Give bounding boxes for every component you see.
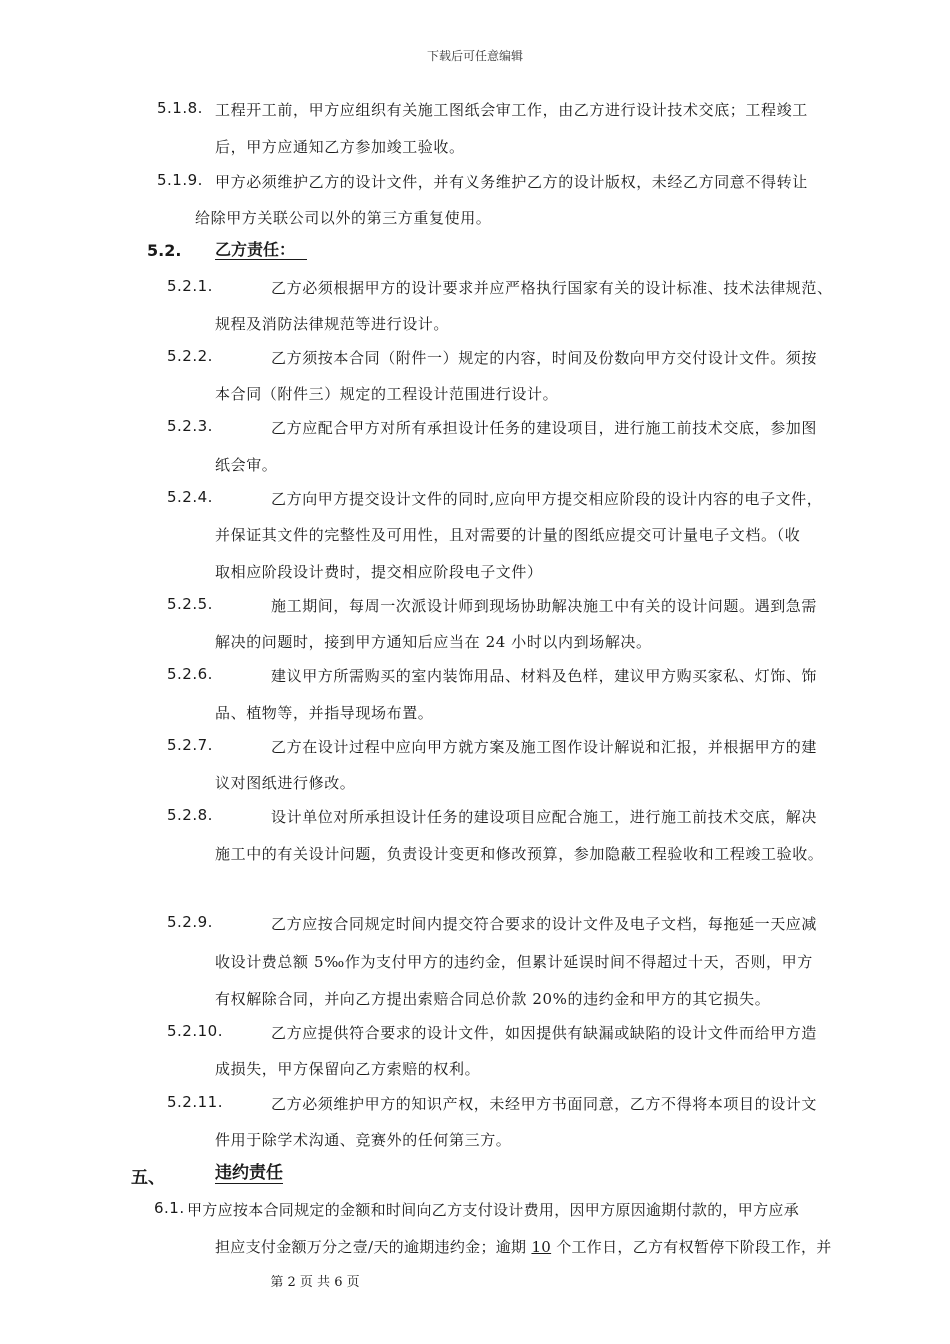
clause-number: 5.2.6. bbox=[167, 665, 213, 683]
section-number: 5.2. bbox=[147, 241, 182, 260]
clause-number: 5.2.10. bbox=[167, 1022, 223, 1040]
chapter-number: 五、 bbox=[131, 1168, 165, 1188]
clause-number: 5.2.8. bbox=[167, 806, 213, 824]
clause-text: 设计单位对所承担设计任务的建设项目应配合施工，进行施工前技术交底，解决 bbox=[271, 808, 818, 826]
clause-text-part: 担应支付金额万分之壹/天的逾期违约金；逾期 bbox=[215, 1238, 532, 1256]
clause-text: 乙方在设计过程中应向甲方就方案及施工图作设计解说和汇报，并根据甲方的建 bbox=[271, 738, 818, 756]
section-title: 乙方责任： bbox=[215, 241, 307, 260]
underlined-days: 10 bbox=[531, 1238, 552, 1256]
clause-text: 乙方必须维护甲方的知识产权，未经甲方书面同意，乙方不得将本项目的设计文 bbox=[271, 1095, 818, 1113]
clause-text-part: 个工作日，乙方有权暂停下阶段工作，并 bbox=[551, 1238, 832, 1256]
clause-text: 乙方向甲方提交设计文件的同时,应向甲方提交相应阶段的设计内容的电子文件， bbox=[271, 490, 823, 508]
clause-text: 乙方应配合甲方对所有承担设计任务的建设项目，进行施工前技术交底，参加图 bbox=[271, 419, 818, 437]
clause-text: 工程开工前，甲方应组织有关施工图纸会审工作，由乙方进行设计技术交底；工程竣工 bbox=[215, 101, 808, 119]
clause-text: 成损失，甲方保留向乙方索赔的权利。 bbox=[215, 1060, 481, 1078]
clause-text: 收设计费总额 5‰作为支付甲方的违约金，但累计延误时间不得超过十天，否则，甲方 bbox=[215, 953, 813, 971]
clause-number: 5.2.2. bbox=[167, 347, 213, 365]
clause-number: 5.1.9. bbox=[157, 171, 203, 189]
clause-text: 纸会审。 bbox=[215, 456, 278, 474]
clause-text: 件用于除学术沟通、竞赛外的任何第三方。 bbox=[215, 1131, 512, 1149]
clause-number: 5.2.1. bbox=[167, 277, 213, 295]
clause-text: 规程及消防法律规范等进行设计。 bbox=[215, 315, 450, 333]
clause-number: 5.2.9. bbox=[167, 913, 213, 931]
clause-text: 品、植物等，并指导现场布置。 bbox=[215, 704, 434, 722]
clause-number: 5.1.8. bbox=[157, 99, 203, 117]
clause-text: 解决的问题时，接到甲方通知后应当在 24 小时以内到场解决。 bbox=[215, 633, 652, 651]
page-header: 下载后可任意编辑 bbox=[426, 49, 523, 63]
clause-text: 甲方应按本合同规定的金额和时间向乙方支付设计费用，因甲方原因逾期付款的，甲方应承 bbox=[187, 1201, 800, 1219]
clause-text: 乙方应按合同规定时间内提交符合要求的设计文件及电子文档，每拖延一天应减 bbox=[271, 915, 818, 933]
clause-text: 乙方应提供符合要求的设计文件，如因提供有缺漏或缺陷的设计文件而给甲方造 bbox=[271, 1024, 818, 1042]
clause-text-line bbox=[215, 1236, 832, 1257]
clause-text: 本合同（附件三）规定的工程设计范围进行设计。 bbox=[215, 385, 559, 403]
chapter-title: 违约责任 bbox=[215, 1163, 283, 1183]
clause-number: 5.2.7. bbox=[167, 736, 213, 754]
clause-text: 并保证其文件的完整性及可用性，且对需要的计量的图纸应提交可计量电子文档。（收 bbox=[215, 526, 801, 544]
clause-text: 施工中的有关设计问题，负责设计变更和修改预算，参加隐蔽工程验收和工程竣工验收。 bbox=[215, 845, 824, 863]
clause-text: 给除甲方关联公司以外的第三方重复使用。 bbox=[195, 209, 492, 227]
clause-number: 5.2.3. bbox=[167, 417, 213, 435]
page-footer: 第 2 页 共 6 页 bbox=[270, 1275, 360, 1290]
clause-text: 后，甲方应通知乙方参加竣工验收。 bbox=[215, 138, 465, 156]
clause-text: 乙方须按本合同（附件一）规定的内容，时间及份数向甲方交付设计文件。须按 bbox=[271, 349, 818, 367]
clause-text: 施工期间，每周一次派设计师到现场协助解决施工中有关的设计问题。遇到急需 bbox=[271, 597, 818, 615]
clause-number: 5.2.5. bbox=[167, 595, 213, 613]
clause-text: 甲方必须维护乙方的设计文件，并有义务维护乙方的设计版权，未经乙方同意不得转让 bbox=[215, 173, 808, 191]
clause-text: 有权解除合同，并向乙方提出索赔合同总价款 20%的违约金和甲方的其它损失。 bbox=[215, 990, 771, 1008]
clause-number: 5.2.4. bbox=[167, 488, 213, 506]
clause-text: 建议甲方所需购买的室内装饰用品、材料及色样，建议甲方购买家私、灯饰、饰 bbox=[271, 667, 818, 685]
clause-text: 取相应阶段设计费时，提交相应阶段电子文件） bbox=[215, 563, 543, 581]
clause-text: 乙方必须根据甲方的设计要求并应严格执行国家有关的设计标准、技术法律规范、 bbox=[271, 279, 833, 297]
clause-number: 5.2.11. bbox=[167, 1093, 223, 1111]
clause-text: 议对图纸进行修改。 bbox=[215, 774, 356, 792]
clause-number: 6.1. bbox=[154, 1199, 185, 1217]
